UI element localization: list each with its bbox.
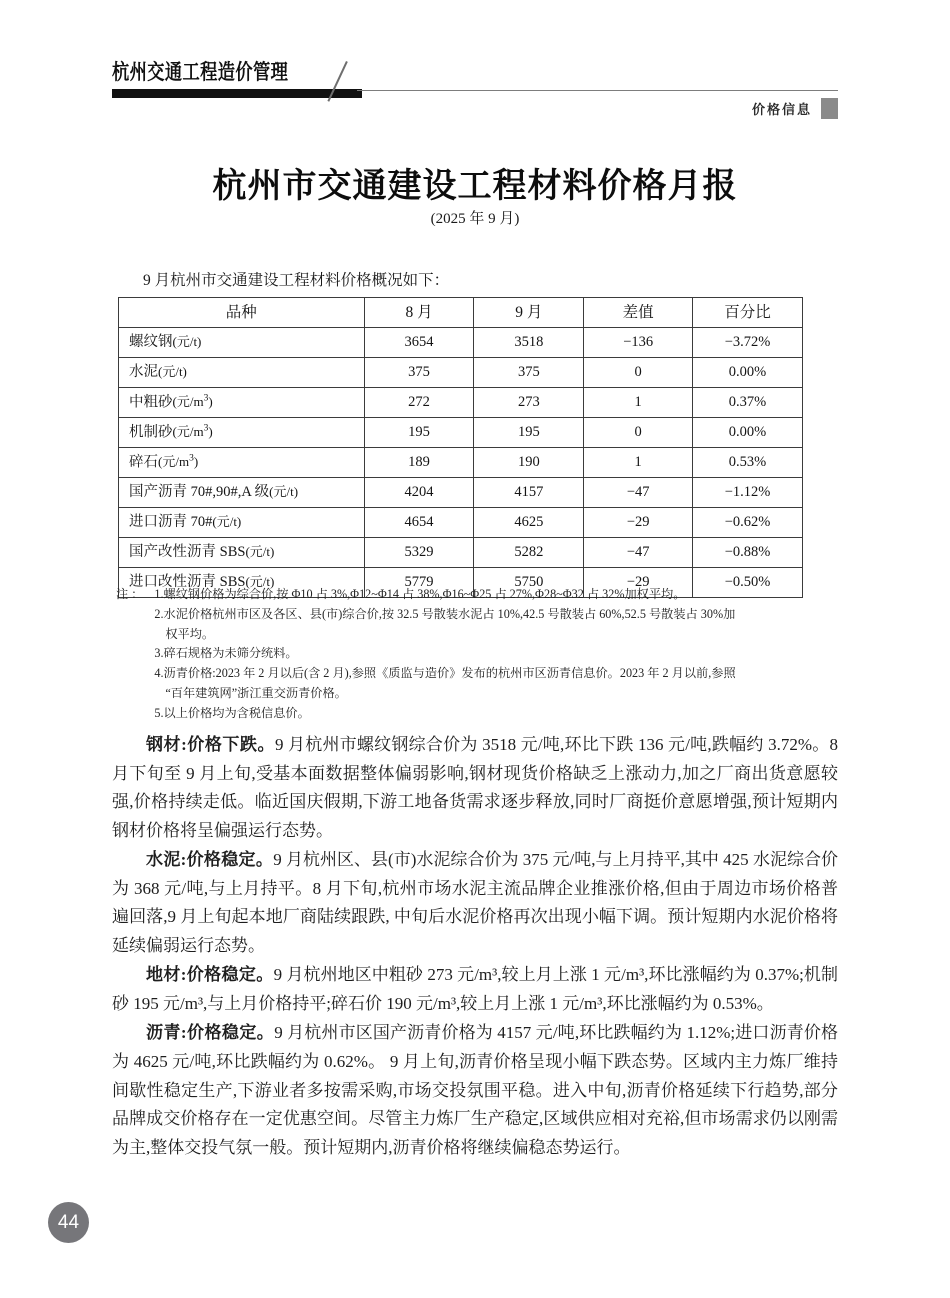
material-unit: (元/t) — [245, 544, 275, 560]
material-price-table — [118, 297, 803, 598]
table-row — [119, 388, 803, 418]
cell-september: 3518 — [474, 328, 584, 358]
body-paragraph — [112, 961, 838, 1018]
cell-category — [119, 478, 365, 508]
brand-underline-bar — [112, 89, 362, 98]
body-paragraph — [112, 1019, 838, 1162]
table-header — [119, 298, 803, 328]
table-row — [119, 508, 803, 538]
paragraph-lead-term: 水泥:价格稳定。 — [146, 850, 274, 870]
cell-august: 5779 — [364, 568, 474, 598]
cell-august: 3654 — [364, 328, 474, 358]
cell-september: 273 — [474, 388, 584, 418]
paragraph-text: 9 月杭州地区中粗砂 273 元/m³,较上月上涨 1 元/m³,环比涨幅约为 0.37%;机制砂 195 元/m³,与上月价格持平;碎石价 190 元/m³,较上月上涨 1 元/m³,环比涨幅约为 0.53%。 — [112, 965, 838, 1013]
cell-september: 5750 — [474, 568, 584, 598]
material-name: 进口改性沥青 SBS — [129, 574, 246, 591]
cell-august: 195 — [364, 418, 474, 448]
cell-percent: −1.12% — [693, 478, 803, 508]
cell-difference: 0 — [584, 358, 693, 388]
cell-percent: −0.62% — [693, 508, 803, 538]
cell-percent: −0.50% — [693, 568, 803, 598]
price-table-container — [118, 297, 803, 598]
note-item: 权平均。 — [165, 626, 215, 641]
cell-august: 5329 — [364, 538, 474, 568]
material-unit: (元$/m^3$) — [158, 454, 199, 470]
cell-september: 4157 — [474, 478, 584, 508]
material-unit: (元/t) — [245, 574, 275, 590]
material-unit: (元$/m^3$) — [172, 424, 213, 440]
cell-august: 4654 — [364, 508, 474, 538]
cell-difference: −47 — [584, 538, 693, 568]
note-item: “百年建筑网”浙江重交沥青价格。 — [165, 685, 347, 700]
cell-august: 4204 — [364, 478, 474, 508]
header-section-label: 价格信息 — [751, 102, 812, 117]
material-name: 碎石 — [129, 454, 158, 471]
table-row — [119, 358, 803, 388]
material-name: 国产改性沥青 SBS — [129, 544, 246, 561]
material-unit: (元/t) — [172, 334, 202, 350]
note-item: 1.螺纹钢价格为综合价,按 Φ10 占 3%,Φ12~Φ14 占 38%,Φ16~Φ25 占 27%,Φ28~Φ32 占 32%加权平均。 — [154, 587, 686, 601]
cell-difference: 1 — [584, 388, 693, 418]
cell-percent: 0.00% — [693, 418, 803, 448]
material-name: 水泥 — [129, 364, 158, 381]
column-header-august: 8 月 — [364, 298, 474, 328]
cell-august: 375 — [364, 358, 474, 388]
running-header — [0, 62, 950, 122]
note-item: 4.沥青价格:2023 年 2 月以后(含 2 月),参照《质监与造价》发布的杭州市区沥青信息价。2023 年 2 月以前,参照 — [154, 666, 736, 681]
material-name: 国产沥青 70#,90#,A 级 — [129, 484, 270, 501]
material-unit: (元/t) — [269, 484, 299, 500]
column-header-category: 品种 — [119, 298, 365, 328]
header-square-marker-icon — [821, 98, 838, 119]
page-title: 杭州市交通建设工程材料价格月报 — [212, 168, 738, 205]
cell-percent: 0.00% — [693, 358, 803, 388]
body-paragraph — [112, 846, 838, 960]
cell-category — [119, 358, 365, 388]
cell-september: 375 — [474, 358, 584, 388]
header-section-group — [752, 98, 838, 119]
paragraph-lead-term: 钢材:价格下跌。 — [146, 735, 275, 754]
cell-category — [119, 418, 365, 448]
cell-category — [119, 508, 365, 538]
cell-category — [119, 538, 365, 568]
cell-category — [119, 328, 365, 358]
table-notes — [116, 585, 816, 723]
cell-category — [119, 388, 365, 418]
cell-august: 272 — [364, 388, 474, 418]
note-item: 3.碎石规格为未筛分统料。 — [154, 646, 298, 661]
cell-category — [119, 448, 365, 478]
cell-difference: −136 — [584, 328, 693, 358]
material-name: 中粗砂 — [129, 394, 173, 411]
paragraph-text: 9 月杭州区、县(市)水泥综合价为 375 元/吨,与上月持平,其中 425 水泥综合价为 368 元/吨,与上月持平。8 月下旬,杭州市场水泥主流品牌企业推涨价格,但由于周边市场价格普遍回落,9 月上旬起本地厂商陆续跟跌, 中旬后水泥价格再次出现小幅下调。预计短期内水泥价格将延续偏弱运行态势。 — [112, 850, 839, 955]
cell-difference: 1 — [584, 448, 693, 478]
cell-difference: −47 — [584, 478, 693, 508]
paragraph-lead-term: 地材:价格稳定。 — [146, 965, 274, 985]
table-body — [119, 328, 803, 598]
table-row — [119, 328, 803, 358]
material-unit: (元$/m^3$) — [172, 394, 213, 410]
paragraph-lead-term: 沥青:价格稳定。 — [146, 1023, 275, 1043]
material-name: 机制砂 — [129, 424, 173, 441]
paragraph-text: 9 月杭州市区国产沥青价格为 4157 元/吨,环比跌幅约为 1.12%;进口沥青价格为 4625 元/吨,环比跌幅约为 0.62%。 9 月上旬,沥青价格呈现小幅下跌态势。区域内主力炼厂维持间歇性稳定生产,下游业者多按需采购,市场交投氛围平稳。进入中旬,沥青价格延续下行趋势,部分品牌成交价格存在一定优惠空间。尽管主力炼厂生产稳定,区域供应相对充裕,但市场需求仍以刚需为主,整体交投气氛一般。预计短期内,沥青价格将继续偏稳态势运行。 — [112, 1023, 839, 1157]
table-header-row — [119, 298, 803, 328]
column-header-percent: 百分比 — [693, 298, 803, 328]
page-number-badge: 44 — [48, 1202, 89, 1243]
cell-difference: 0 — [584, 418, 693, 448]
cell-percent: −0.88% — [693, 538, 803, 568]
cell-september: 5282 — [474, 538, 584, 568]
material-unit: (元/t) — [212, 514, 242, 530]
cell-percent: 0.37% — [693, 388, 803, 418]
note-item: 2.水泥价格杭州市区及各区、县(市)综合价,按 32.5 号散装水泥占 10%,42.5 号散装占 60%,52.5 号散装占 30%加 — [154, 606, 736, 621]
cell-difference: −29 — [584, 508, 693, 538]
material-name: 进口沥青 70# — [129, 514, 213, 531]
cell-percent: 0.53% — [693, 448, 803, 478]
header-horizontal-rule — [357, 90, 838, 91]
body-paragraph — [112, 731, 838, 845]
material-unit: (元/t) — [158, 364, 187, 380]
column-header-difference: 差值 — [584, 298, 693, 328]
material-name: 螺纹钢 — [129, 334, 173, 351]
cell-september: 4625 — [474, 508, 584, 538]
table-row — [119, 538, 803, 568]
lead-line: 9 月杭州市交通建设工程材料价格概况如下： — [143, 272, 450, 289]
paragraph-text: 9 月杭州市螺纹钢综合价为 3518 元/吨,环比下跌 136 元/吨,跌幅约 3.72%。8 月下旬至 9 月上旬,受基本面数据整体偏弱影响,钢材现货价格缺乏上涨动力,加之厂商出货意愿较强,价格持续走低。临近国庆假期,下游工地备货需求逐步释放,同时厂商挺价意愿增强,预计短期内钢材价格将呈偏强运行态势。 — [112, 735, 838, 840]
cell-september: 190 — [474, 448, 584, 478]
table-row — [119, 478, 803, 508]
notes-list — [154, 585, 816, 723]
page-subtitle: (2025 年 9 月) — [430, 211, 520, 227]
article-body — [112, 731, 838, 1163]
cell-september: 195 — [474, 418, 584, 448]
cell-august: 189 — [364, 448, 474, 478]
table-row — [119, 448, 803, 478]
table-row — [119, 418, 803, 448]
column-header-september: 9 月 — [474, 298, 584, 328]
note-item: 5.以上价格均为含税信息价。 — [154, 705, 310, 720]
notes-label: 注： — [116, 587, 147, 601]
publication-brand-text: 杭州交通工程造价管理 — [112, 61, 289, 84]
cell-difference: −29 — [584, 568, 693, 598]
cell-percent: −3.72% — [693, 328, 803, 358]
